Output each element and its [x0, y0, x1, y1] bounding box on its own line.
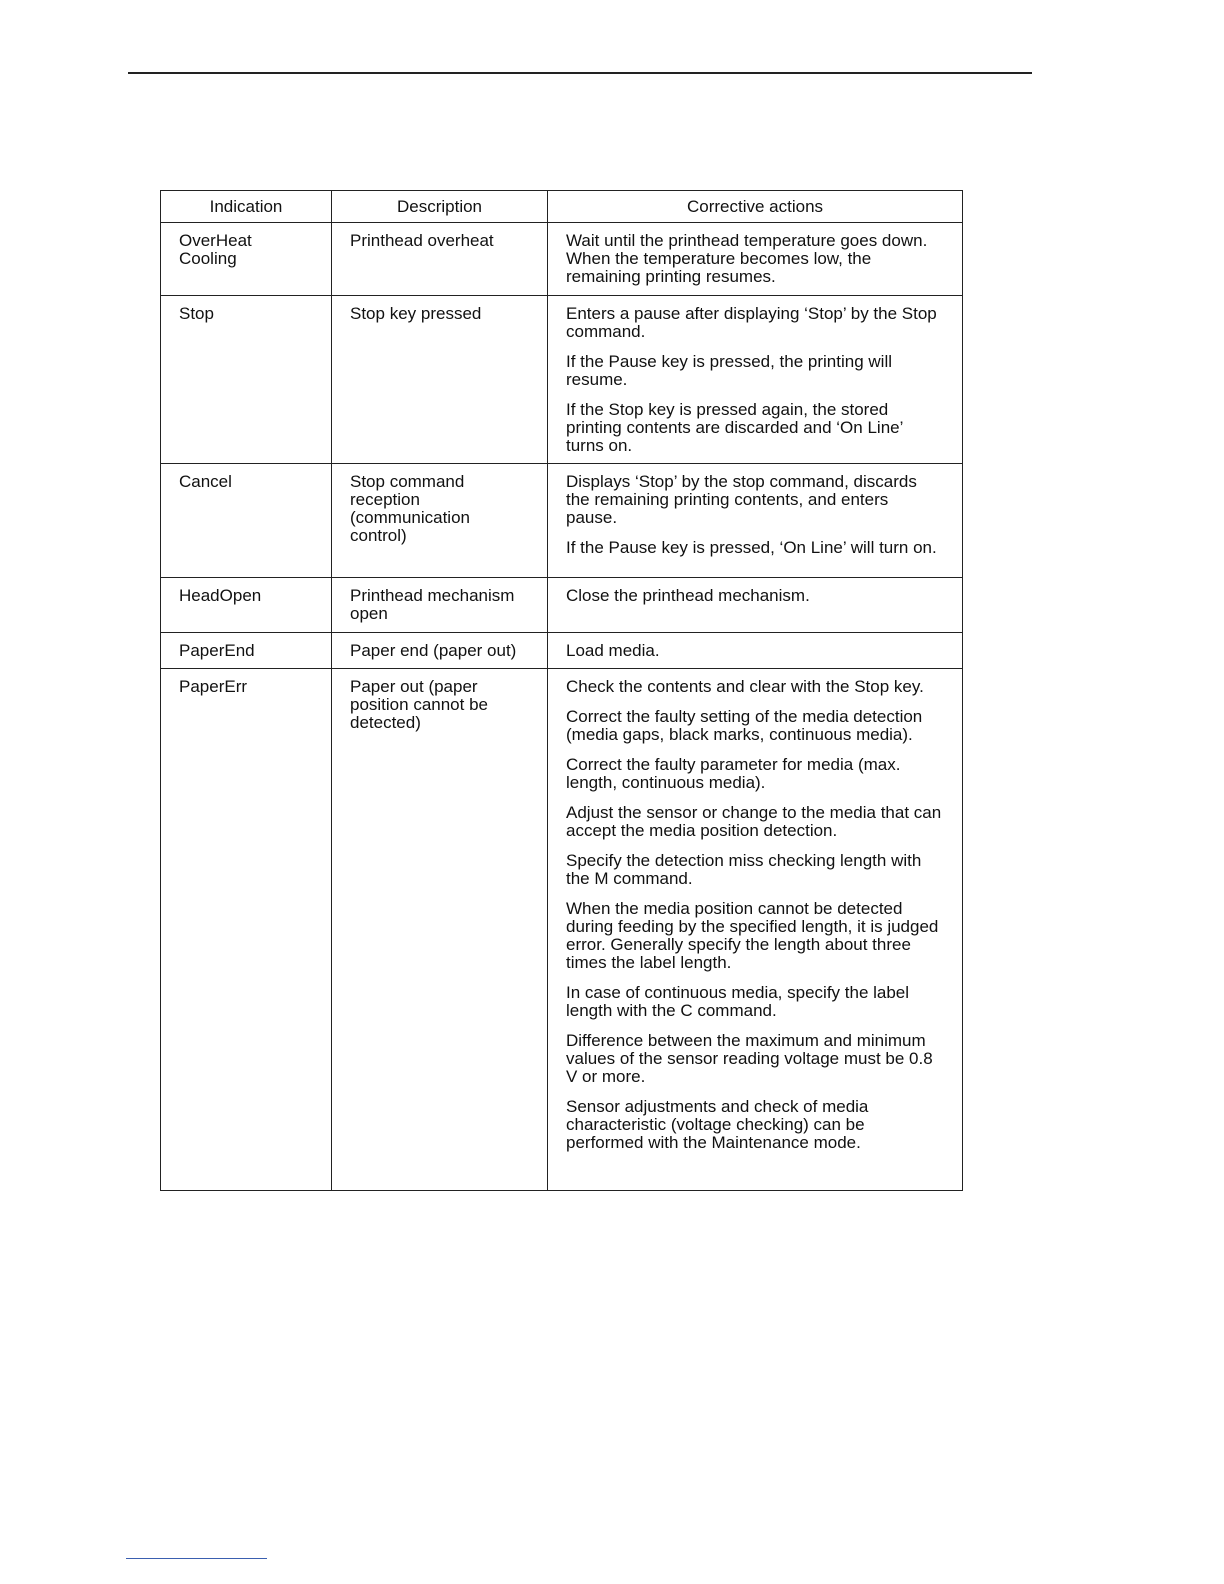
action-paragraph: Close the printhead mechanism.: [566, 586, 810, 605]
action-paragraph: In case of continuous media, specify the label length with the C command.: [566, 983, 910, 1020]
description-cell: Printhead mechanism open: [332, 578, 548, 633]
actions-cell: [548, 296, 963, 464]
table-row: [161, 223, 963, 296]
actions-cell: [548, 669, 963, 1191]
description-cell: Stop key pressed: [332, 296, 548, 464]
action-paragraph: Enters a pause after displaying ‘Stop’ by the Stop command.: [566, 304, 937, 341]
description-cell: Printhead overheat: [332, 223, 548, 296]
description-cell: Paper end (paper out): [332, 633, 548, 669]
action-paragraph: Correct the faulty setting of the media detection (media gaps, black marks, continuous media).: [566, 707, 923, 744]
actions-cell: [548, 633, 963, 669]
table-row: [161, 578, 963, 633]
header-corrective-actions: Corrective actions: [548, 191, 963, 223]
action-paragraph: Sensor adjustments and check of media characteristic (voltage checking) can be performed with the Maintenance mode.: [566, 1097, 869, 1152]
footer-rule: [126, 1558, 267, 1559]
action-paragraph: Load media.: [566, 641, 660, 660]
table-row: [161, 296, 963, 464]
indication-cell: PaperEnd: [161, 633, 332, 669]
error-indication-table: [160, 190, 963, 1191]
table-row: [161, 633, 963, 669]
top-rule: [128, 72, 1032, 74]
actions-cell: [548, 464, 963, 578]
action-paragraph: If the Stop key is pressed again, the stored printing contents are discarded and ‘On Line’ turns on.: [566, 400, 903, 455]
action-paragraph: Difference between the maximum and minimum values of the sensor reading voltage must be 0.8 V or more.: [566, 1031, 933, 1086]
header-description: Description: [332, 191, 548, 223]
action-paragraph: Adjust the sensor or change to the media that can accept the media position detection.: [566, 803, 942, 840]
action-paragraph: If the Pause key is pressed, ‘On Line’ will turn on.: [566, 538, 937, 557]
action-paragraph: Check the contents and clear with the Stop key.: [566, 677, 924, 696]
description-cell: Paper out (paper position cannot be detected): [332, 669, 548, 1191]
table-row: [161, 464, 963, 578]
indication-cell: Stop: [161, 296, 332, 464]
indication-cell: HeadOpen: [161, 578, 332, 633]
table-header-row: [161, 191, 963, 223]
table-row: [161, 669, 963, 1191]
description-cell: Stop command reception (communication control): [332, 464, 548, 578]
indication-cell: OverHeat Cooling: [161, 223, 332, 296]
indication-cell: Cancel: [161, 464, 332, 578]
actions-cell: [548, 223, 963, 296]
action-paragraph: When the media position cannot be detected during feeding by the specified length, it is judged error. Generally specify the length about three times the label length.: [566, 899, 939, 972]
action-paragraph: Correct the faulty parameter for media (max. length, continuous media).: [566, 755, 901, 792]
actions-cell: [548, 578, 963, 633]
action-paragraph: If the Pause key is pressed, the printing will resume.: [566, 352, 892, 389]
action-paragraph: Displays ‘Stop’ by the stop command, discards the remaining printing contents, and enters pause.: [566, 472, 917, 527]
action-paragraph: Wait until the printhead temperature goes down. When the temperature becomes low, the remaining printing resumes.: [566, 231, 928, 286]
header-indication: Indication: [161, 191, 332, 223]
action-paragraph: Specify the detection miss checking length with the M command.: [566, 851, 922, 888]
indication-cell: PaperErr: [161, 669, 332, 1191]
